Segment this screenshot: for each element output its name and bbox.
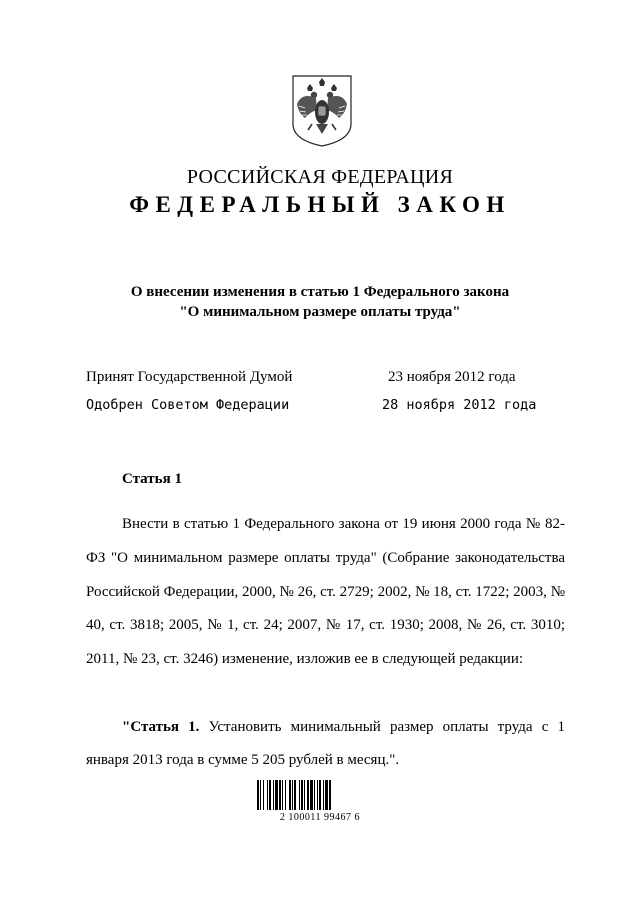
barcode-bar [317,780,318,810]
barcode-bar [314,780,315,810]
barcode-bar [289,780,291,810]
barcode-bar [325,780,328,810]
barcode-bar [257,780,259,810]
amendment-label: "Статья 1. [122,719,200,735]
barcode-number: 2 100011 99467 6 [279,812,361,823]
article-body: Внести в статью 1 Федерального закона от 19 июня 2000 года № 82-ФЗ "О минимальном размере оплаты труда" (Собрание законодательства Российской Федерации, 2000, № 26, ст. 2729; 2002, № 18, ст. 1722; 2003, № 40, ст. 3818; 2005, № 1, ст. 24; 2007, № 17, ст. 1930; 2008, № 26, ст. 3010; 2011, № 23, ст. 3246) изменение, изложив ее в следующей редакции: [86,516,565,668]
country-name: РОССИЙСКАЯ ФЕДЕРАЦИЯ [186,166,454,188]
barcode-bar [285,780,286,810]
barcode-bar [263,780,264,810]
barcode-bar [307,780,309,810]
article-heading: Статья 1 [122,471,182,487]
barcode-bar [267,780,268,810]
law-title [0,282,640,322]
law-title-line-2: "О минимальном размере оплаты труда" [179,304,461,320]
barcode-bar [329,780,331,810]
duma-adoption-date: 23 ноября 2012 года [388,369,516,385]
barcode-bar [323,780,324,810]
amendment-paragraph [86,711,565,777]
document-type: ФЕДЕРАЛЬНЫЙ ЗАКОН [129,192,511,217]
law-title-line-1: О внесении изменения в статью 1 Федерального закона [130,284,510,300]
barcode-bar [299,780,300,810]
state-emblem-icon [290,74,354,148]
barcode-bar [269,780,271,810]
barcode-bar [292,780,293,810]
barcode-bar [279,780,281,810]
barcode-bar [294,780,296,810]
barcode-bar [319,780,321,810]
barcode-bar [310,780,313,810]
barcode-bar [260,780,261,810]
barcode-bar [304,780,305,810]
barcode-bar [273,780,274,810]
barcode-icon [257,780,375,810]
council-approval-date: 28 ноября 2012 года [382,397,537,413]
duma-adoption-label: Принят Государственной Думой [86,369,293,385]
council-approval-label: Одобрен Советом Федерации [86,397,290,413]
barcode-bar [282,780,283,810]
barcode-bar [301,780,303,810]
amendment-text: Установить минимальный размер оплаты труда с 1 января 2013 года в сумме 5 205 рублей в месяц.". [86,719,565,768]
barcode-bar [275,780,278,810]
